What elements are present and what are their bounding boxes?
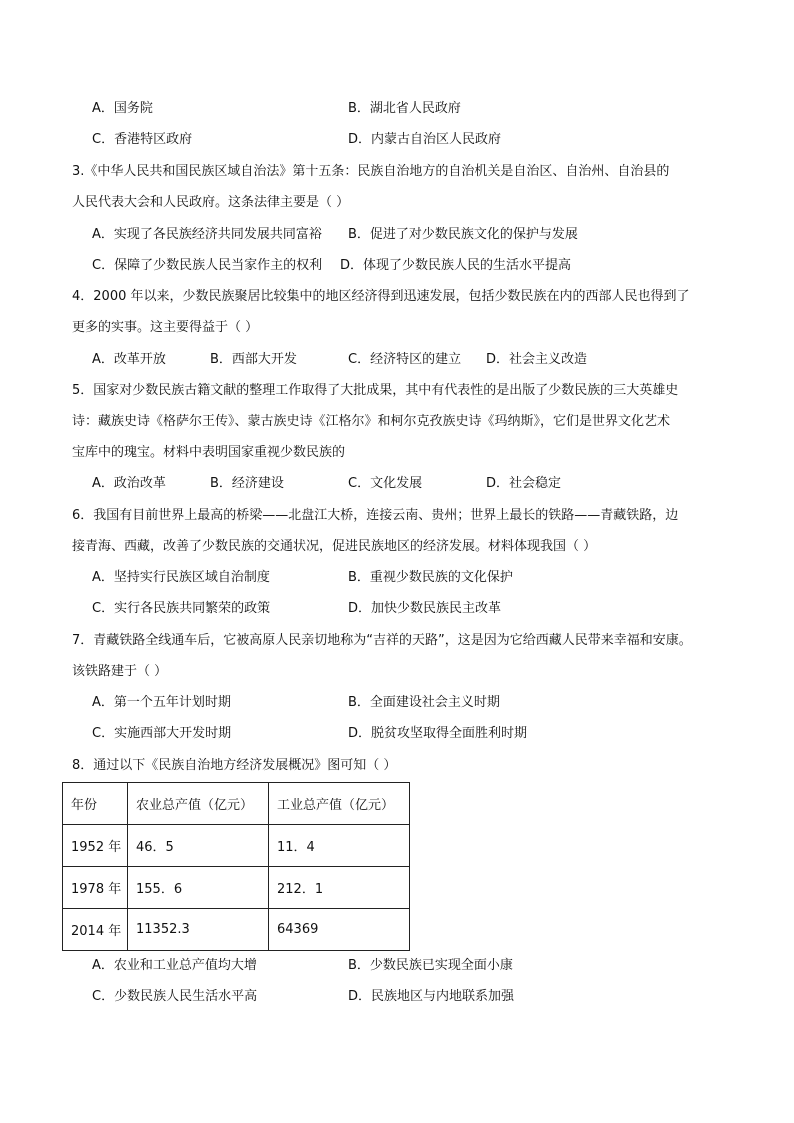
q3-stem-line-2: 人民代表大会和人民政府。这条法律主要是（ ） xyxy=(72,195,350,210)
q6-stem-line-1: 6．我国有目前世界上最高的桥梁——北盘江大桥，连接云南、贵州；世界上最长的铁路——青藏铁路，边 xyxy=(72,508,679,523)
q5-option-d: D．社会稳定 xyxy=(486,476,562,491)
q3-option-d: D．体现了少数民族人民的生活水平提高 xyxy=(340,258,572,273)
q6-option-b: B．重视少数民族的文化保护 xyxy=(348,570,513,585)
q5-option-c: C．文化发展 xyxy=(348,476,423,491)
q4-option-a: A．改革开放 xyxy=(92,352,166,367)
table-header-cell: 工业总产值（亿元） xyxy=(269,783,410,825)
table-cell: 212．1 xyxy=(269,867,410,909)
q8-option-a: A．农业和工业总产值均大增 xyxy=(92,958,257,973)
q3-option-b: B．促进了对少数民族文化的保护与发展 xyxy=(348,227,578,242)
q5-stem-line-1: 5．国家对少数民族古籍文献的整理工作取得了大批成果，其中有代表性的是出版了少数民族的三大英雄史 xyxy=(72,383,679,398)
table-row xyxy=(63,909,410,951)
table-cell: 11352.3 xyxy=(128,909,269,951)
q7-option-d: D．脱贫攻坚取得全面胜利时期 xyxy=(348,726,528,741)
table-row xyxy=(63,825,410,867)
q8-option-b: B．少数民族已实现全面小康 xyxy=(348,958,513,973)
q4-stem-line-2: 更多的实事。这主要得益于（ ） xyxy=(72,320,259,335)
q2-option-b: B．湖北省人民政府 xyxy=(348,101,461,116)
table-cell: 46．5 xyxy=(128,825,269,867)
table-header-cell: 年份 xyxy=(63,783,128,825)
q8-option-d: D．民族地区与内地联系加强 xyxy=(348,989,515,1004)
q7-option-c: C．实施西部大开发时期 xyxy=(92,726,232,741)
q4-option-c: C．经济特区的建立 xyxy=(348,352,462,367)
table-cell: 64369 xyxy=(269,909,410,951)
q4-option-b: B．西部大开发 xyxy=(210,352,297,367)
q7-option-a: A．第一个五年计划时期 xyxy=(92,695,231,710)
q6-option-a: A．坚持实行民族区域自治制度 xyxy=(92,570,270,585)
q7-stem-line-1: 7．青藏铁路全线通车后，它被高原人民亲切地称为“吉祥的天路”，这是因为它给西藏人民带来幸福和安康。 xyxy=(72,633,692,648)
q6-option-c: C．实行各民族共同繁荣的政策 xyxy=(92,601,271,616)
table-cell: 11．4 xyxy=(269,825,410,867)
q7-option-b: B．全面建设社会主义时期 xyxy=(348,695,500,710)
table-cell: 2014 年 xyxy=(63,909,128,951)
q5-stem-line-3: 宝库中的瑰宝。材料中表明国家重视少数民族的 xyxy=(72,445,346,460)
q4-stem-line-1: 4．2000 年以来，少数民族聚居比较集中的地区经济得到迅速发展，包括少数民族在内的西部人民也得到了 xyxy=(72,289,690,304)
q4-option-d: D．社会主义改造 xyxy=(486,352,588,367)
q6-stem-line-2: 接青海、西藏，改善了少数民族的交通状况，促进民族地区的经济发展。材料体现我国（ ） xyxy=(72,539,597,554)
economy-table xyxy=(62,782,410,951)
q5-option-b: B．经济建设 xyxy=(210,476,284,491)
q8-option-c: C．少数民族人民生活水平高 xyxy=(92,989,258,1004)
q2-option-c: C．香港特区政府 xyxy=(92,132,193,147)
table-header-cell: 农业总产值（亿元） xyxy=(128,783,269,825)
q2-option-a: A．国务院 xyxy=(92,101,153,116)
q5-option-a: A．政治改革 xyxy=(92,476,166,491)
q7-stem-line-2: 该铁路建于（ ） xyxy=(72,664,168,679)
table-cell: 155．6 xyxy=(128,867,269,909)
q5-stem-line-2: 诗：藏族史诗《格萨尔王传》、蒙古族史诗《江格尔》和柯尔克孜族史诗《玛纳斯》，它们是世界文化艺术 xyxy=(72,414,671,429)
q2-option-d: D．内蒙古自治区人民政府 xyxy=(348,132,502,147)
table-cell: 1952 年 xyxy=(63,825,128,867)
q3-option-c: C．保障了少数民族人民当家作主的权利 xyxy=(92,258,323,273)
q8-stem-line-1: 8．通过以下《民族自治地方经济发展概况》图可知（ ） xyxy=(72,758,397,773)
table-row xyxy=(63,867,410,909)
q6-option-d: D．加快少数民族民主改革 xyxy=(348,601,502,616)
q3-option-a: A．实现了各民族经济共同发展共同富裕 xyxy=(92,227,322,242)
table-header-row xyxy=(63,783,410,825)
table-cell: 1978 年 xyxy=(63,867,128,909)
q3-stem-line-1: 3.《中华人民共和国民族区域自治法》第十五条：民族自治地方的自治机关是自治区、自治州、自治县的 xyxy=(72,164,670,179)
